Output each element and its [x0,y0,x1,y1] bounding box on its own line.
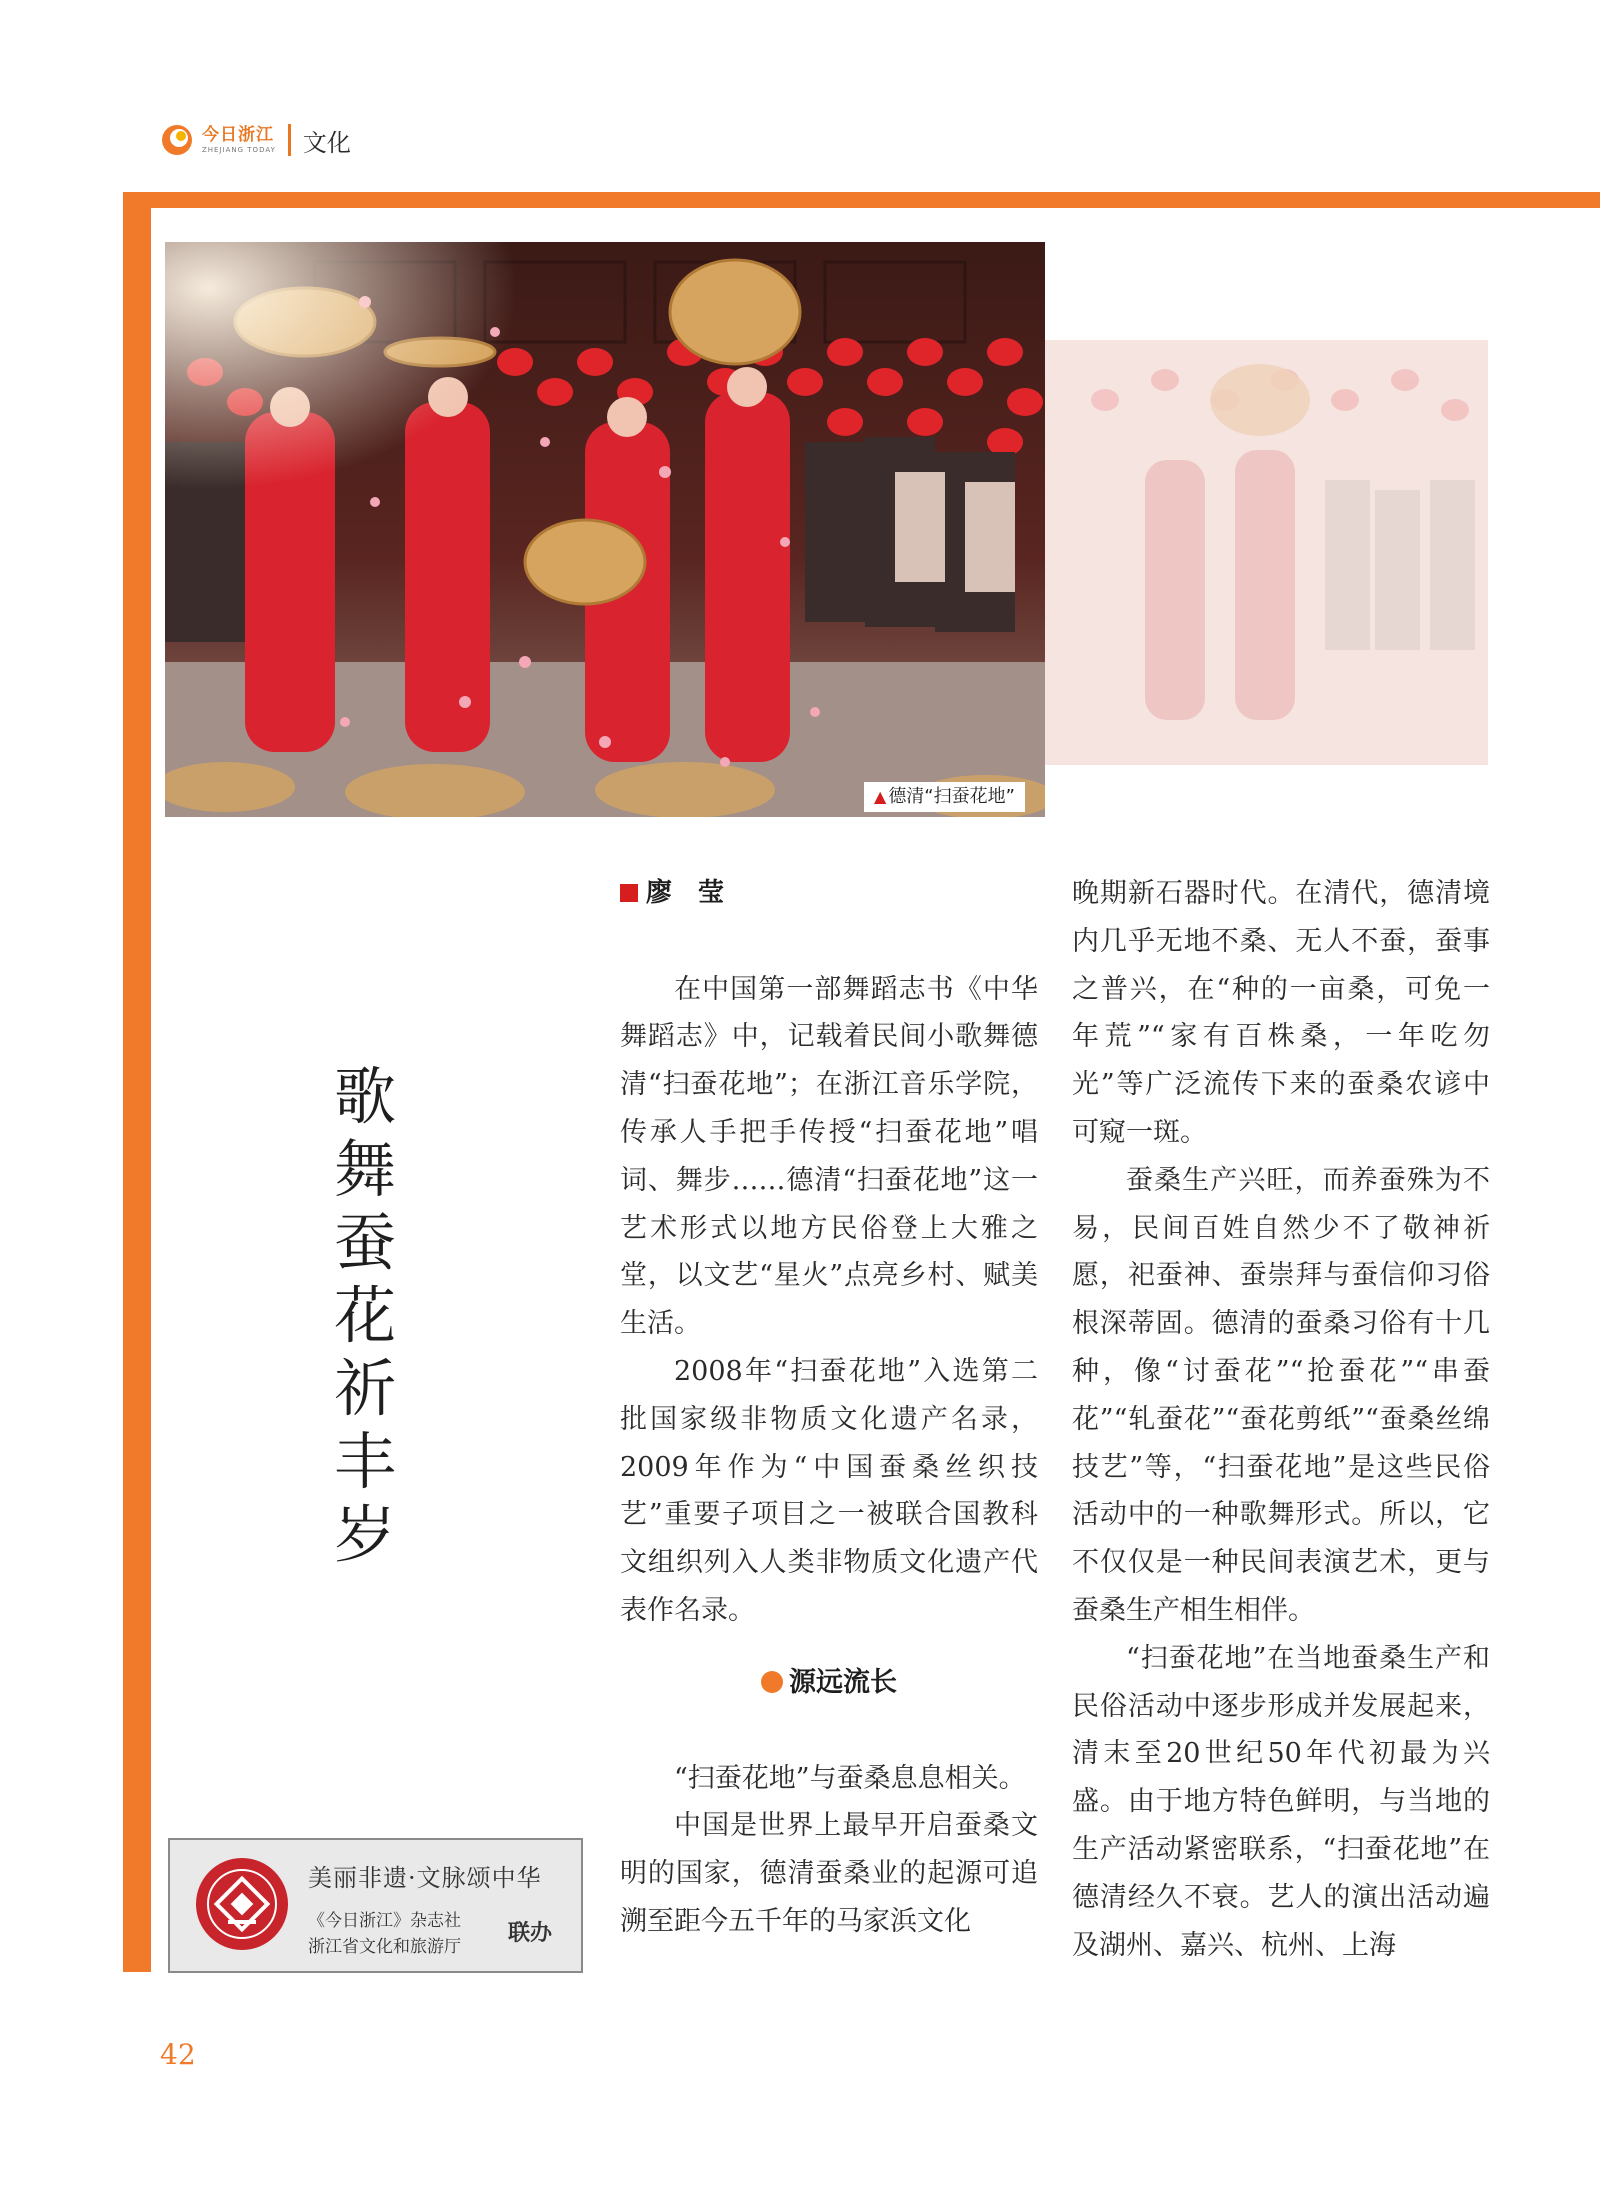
frame-left-bar [123,192,151,1972]
header-divider [288,124,291,156]
logo-chinese: 今日浙江 [202,124,274,145]
sponsor-box [168,1838,583,1973]
logo-english: ZHEJIANG TODAY [202,145,276,154]
main-photo [165,242,1045,817]
author-name: 廖 莹 [646,878,725,908]
subheading-text: 源远流长 [789,1666,897,1698]
paragraph: “扫蚕花地”与蚕桑息息相关。 [674,1762,1026,1794]
masthead [160,118,351,162]
title-char: 祈 [333,1352,396,1425]
magazine-logo-icon [160,123,194,157]
photo-caption [864,782,1025,812]
text-column-2 [1072,870,1490,1969]
title-char: 丰 [333,1425,396,1498]
frame-top-bar [123,192,1600,208]
orange-dot-icon [761,1671,783,1693]
title-char: 歌 [333,1060,396,1133]
caption-triangle-icon: ▲ [874,787,887,806]
sponsor-org-1: 《今日浙江》杂志社 [308,1911,461,1931]
faded-photo [1045,340,1488,765]
section-name: 文化 [302,128,351,157]
red-square-icon [620,884,638,902]
paragraph: 2008年“扫蚕花地”入选第二批国家级非物质文化遗产名录，2009年作为“中国蚕桑丝织技艺”重要子项目之一被联合国教科文组织列入人类非物质文化遗产代表作名录。 [620,1355,1038,1626]
paragraph: “扫蚕花地”在当地蚕桑生产和民俗活动中逐步形成并发展起来，清末至20世纪50年代初最为兴盛。由于地方特色鲜明，与当地的生产活动紧密联系，“扫蚕花地”在德清经久不衰。艺人的演出活动遍及湖州、嘉兴、杭州、上海 [1072,1642,1490,1961]
author-byline [620,870,1038,918]
sponsor-slogan: 美丽非遗·文脉颂中华 [308,1864,542,1892]
sponsor-suffix: 联办 [508,1921,553,1946]
section-subheading [620,1659,1038,1707]
title-char: 岁 [333,1498,396,1571]
paragraph: 在中国第一部舞蹈志书《中华舞蹈志》中，记载着民间小歌舞德清“扫蚕花地”；在浙江音乐学院，传承人手把手传授“扫蚕花地”唱词、舞步……德清“扫蚕花地”这一艺术形式以地方民俗登上大雅之堂，以文艺“星火”点亮乡村、赋美生活。 [620,973,1038,1340]
article-title [325,1060,405,1571]
title-char: 蚕 [333,1206,396,1279]
title-char: 舞 [333,1133,396,1206]
caption-text: 德清“扫蚕花地” [888,786,1015,807]
page-number: 42 [160,2038,196,2071]
paragraph: 晚期新石器时代。在清代，德清境内几乎无地不桑、无人不蚕，蚕事之普兴，在“种的一亩桑，可免一年荒”“家有百株桑，一年吃勿光”等广泛流传下来的蚕桑农谚中可窥一斑。 [1072,878,1490,1148]
text-column-1 [620,870,1038,1946]
paragraph: 蚕桑生产兴旺，而养蚕殊为不易，民间百姓自然少不了敬神祈愿，祀蚕神、蚕崇拜与蚕信仰习俗根深蒂固。德清的蚕桑习俗有十几种，像“讨蚕花”“抢蚕花”“串蚕花”“轧蚕花”“蚕花剪纸”“蚕桑丝绵技艺”等，“扫蚕花地”是这些民俗活动中的一种歌舞形式。所以，它不仅仅是一种民间表演艺术，更与蚕桑生产相生相伴。 [1072,1164,1490,1626]
paragraph: 中国是世界上最早开启蚕桑文明的国家，德清蚕桑业的起源可追溯至距今五千年的马家浜文化 [620,1810,1038,1937]
title-char: 花 [333,1279,396,1352]
heritage-seal-icon [194,1856,290,1952]
sponsor-org-2: 浙江省文化和旅游厅 [308,1937,461,1957]
magazine-logo-text [202,124,276,154]
